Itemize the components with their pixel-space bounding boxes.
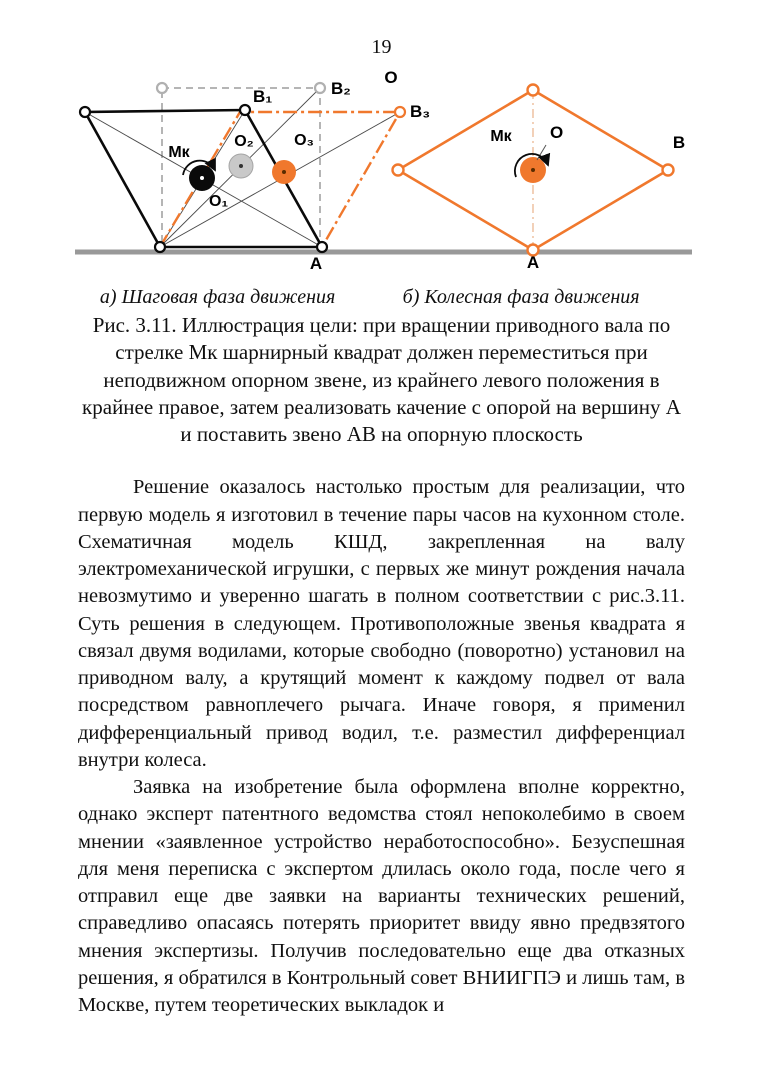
figure-3-11 [78,65,685,448]
paragraph-2: Заявка на изобретение была оформлена вполне корректно, однако эксперт патентного ведомства стоял непоколебимо в своем мнении «заявленное устройство неработоспособно». Безуспешная для меня переписка с экспертом длилась около года, после чего я отправил еще две заявки на варианты технических решений, справедливо опасаясь потерять приоритет ввиду явно предвзятого мнения экспертизы. Получив последовательно еще два отказных решения, я обратился в Контрольный совет ВНИИГПЭ и лишь там, в Москве, путем теоретических выкладок и [78,776,685,1017]
label-b1: В₁ [253,87,273,106]
subcaption-left: а) Шаговая фаза движения [99,286,336,308]
center-dot-o1 [200,176,204,180]
figure-diagram [0,65,761,277]
subcaption-right: б) Колесная фаза движения [402,286,640,308]
label-o3: О₃ [294,132,314,149]
label-b2: В₂ [331,79,351,98]
center-dot-o3 [282,170,286,174]
label-o-right: О [550,123,564,142]
label-o-top: О [384,68,398,87]
label-b3: В₃ [410,102,431,121]
label-a-left: А [309,254,323,273]
paragraph-1: Решение оказалось настолько простым для реализации, что первую модель я изготовил в течение пары часов на кухонном столе. Схематичная модель КШД, закрепленная на валу электромеханической игрушки, с первых же минут рождения начала невозмутимо и уверенно шагать в полном соответствии с рис.3.11. Суть решения в следующем. Противоположные звенья квадрата я связал двумя водилами, которые свободно (поворотно) установил на приводном валу, а крутящий момент к каждому подвел от вала посредством равноплечего рычага. Иначе говоря, я применил дифференциальный привод водил, т.е. разместил дифференциал внутри колеса. [78,476,685,771]
center-dot-o-right [531,168,535,172]
figure-diagram-wrap [0,65,761,282]
label-o1: О₁ [209,193,229,210]
figure-subcaptions [78,286,685,309]
body-text [78,474,685,1019]
label-o2: О₂ [234,133,254,150]
page-number: 19 [371,36,392,58]
hinge-circle-b3 [395,107,405,117]
center-dot-o2 [239,164,243,168]
label-a-right: А [526,253,540,272]
label-mk-right: Мк [490,128,512,145]
label-mk-left: Мк [168,144,190,161]
figure-caption: Рис. 3.11. Иллюстрация цели: при вращении приводного вала по стрелке Мк шарнирный квадрат должен переместиться при неподвижном опорном звене, из крайнего левого положения в крайнее правое, затем реализовать качение с опорой на вершину А и поставить звено АВ на опорную плоскость [82,313,681,447]
label-b-right: В [672,133,686,152]
